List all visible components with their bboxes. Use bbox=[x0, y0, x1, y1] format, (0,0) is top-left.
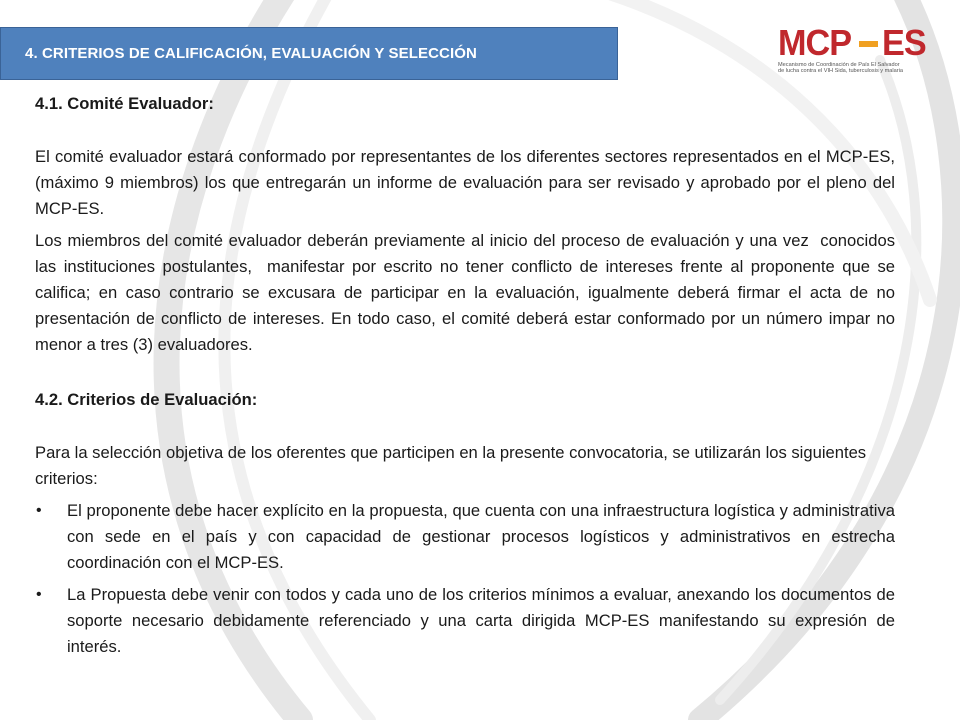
list-item-text: La Propuesta debe venir con todos y cada uno de los criterios mínimos a evaluar, anexando los documentos de soporte necesario debidamente referenciado y una carta dirigida MCP-ES manifestando su expresión de interés. bbox=[67, 585, 895, 656]
section-header-bar bbox=[0, 27, 618, 80]
section-4-1-heading: 4.1. Comité Evaluador: bbox=[35, 94, 214, 113]
section-4-2-heading: 4.2. Criterios de Evaluación: bbox=[35, 390, 258, 409]
bullet-icon: • bbox=[36, 502, 42, 519]
section-4-2-intro: Para la selección objetiva de los oferentes que participen en la presente convocatoria, se utilizarán los siguientes criterios: bbox=[35, 443, 867, 488]
list-item-text: El proponente debe hacer explícito en la propuesta, que cuenta con una infraestructura logística y administrativa con sede en el país y con capacidad de gestionar procesos logísticos y administrativos en estrecha coordinación con el MCP-ES. bbox=[67, 501, 895, 572]
document-body bbox=[35, 86, 900, 660]
list-item bbox=[35, 498, 895, 576]
mcp-es-logo bbox=[778, 22, 928, 82]
logo-subtitle-line-1: Mecanismo de Coordinación de País El Salvador bbox=[778, 62, 900, 68]
section-4-1-paragraph-1: El comité evaluador estará conformado por representantes de los diferentes sectores representados en el MCP-ES, (máximo 9 miembros) los que entregarán un informe de evaluación para ser revisado y aprobado por el pleno del MCP-ES. bbox=[35, 147, 895, 218]
list-item bbox=[35, 582, 895, 660]
logo-subtitle-line-2: de lucha contra el VIH Sida, tuberculosis y malaria bbox=[778, 68, 903, 75]
section-4-1-paragraph-2: Los miembros del comité evaluador deberán previamente al inicio del proceso de evaluación y una vez conocidos las instituciones postulantes, manifestar por escrito no tener conflicto de intereses frente al proponente que se califica; en caso contrario se excusara de participar en la evaluación, igualmente deberá firmar el acta de no presentación de conflicto de intereses. En todo caso, el comité deberá estar conformado por un número impar no menor a tres (3) evaluadores. bbox=[35, 231, 900, 354]
logo-dash bbox=[859, 41, 878, 47]
logo-letters: MCP bbox=[778, 22, 852, 63]
logo-mark bbox=[778, 22, 928, 63]
section-header-title: 4. CRITERIOS DE CALIFICACIÓN, EVALUACIÓN Y SELECCIÓN bbox=[25, 45, 477, 62]
bullet-icon: • bbox=[36, 586, 42, 603]
logo-suffix: ES bbox=[881, 22, 926, 63]
